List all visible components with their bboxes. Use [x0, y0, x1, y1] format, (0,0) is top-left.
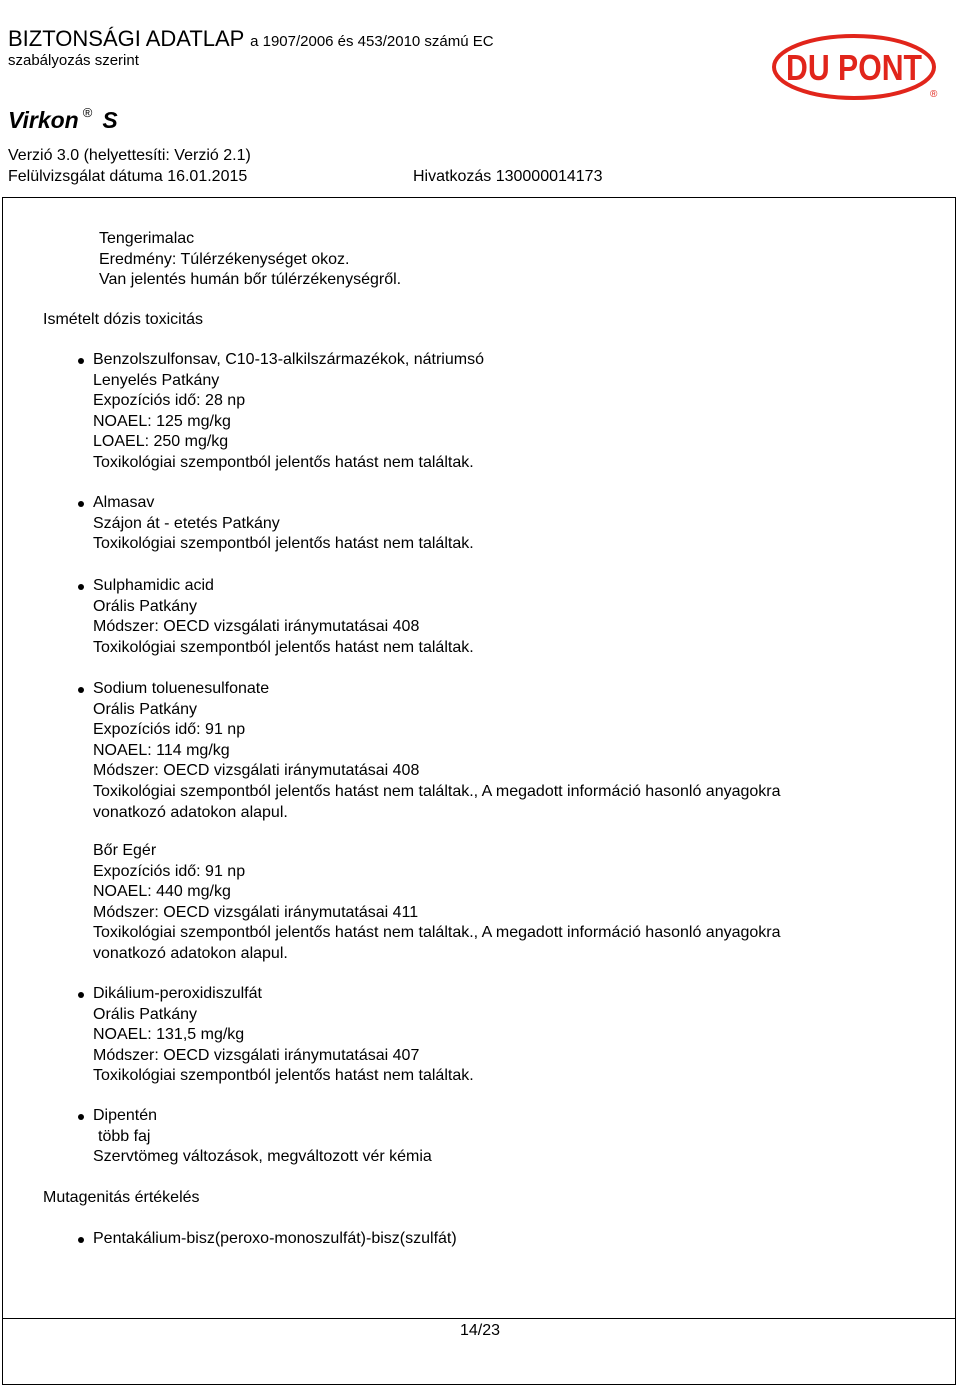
substance-name: Dikálium-peroxidiszulfát — [93, 985, 262, 1002]
result-line: Toxikológiai szempontból jelentős hatást nem találtak. — [93, 535, 474, 553]
product-name-text: Virkon — [8, 107, 79, 133]
logo-word: DU PONT — [786, 47, 923, 88]
result-line: Orális Patkány — [93, 1005, 198, 1023]
section-heading-mutagenicity: Mutagenitás értékelés — [43, 1189, 200, 1206]
bullet-icon — [78, 584, 84, 590]
result-line: Toxikológiai szempontból jelentős hatást nem találtak. — [93, 1067, 474, 1085]
reference-number: Hivatkozás 130000014173 — [413, 168, 603, 185]
document-header — [0, 0, 960, 197]
title-regulation: a 1907/2006 és 453/2010 számú EC — [250, 33, 494, 50]
result-line: Expozíciós idő: 28 np — [93, 392, 246, 410]
result-line: Orális Patkány — [93, 700, 198, 718]
result-line: Toxikológiai szempontból jelentős hatást nem találtak., A megadott információ hasonló anyagokra — [93, 783, 781, 800]
result-line: Módszer: OECD vizsgálati iránymutatásai 408 — [93, 618, 420, 636]
registered-mark: ® — [82, 105, 93, 120]
substance-name: Dipentén — [93, 1107, 158, 1124]
result-line: Expozíciós idő: 91 np — [93, 721, 246, 739]
title-main: BIZTONSÁGI ADATLAP — [8, 26, 244, 51]
product-name — [8, 107, 118, 134]
substance-name: Almasav — [93, 494, 155, 511]
sds-title — [8, 26, 494, 52]
result-line: Módszer: OECD vizsgálati iránymutatásai 408 — [93, 762, 420, 780]
result-line: Szájon át - etetés Patkány — [93, 514, 280, 532]
result-line: NOAEL: 114 mg/kg — [93, 741, 230, 759]
result-line: LOAEL: 250 mg/kg — [93, 433, 229, 451]
skin-human-note: Van jelentés humán bőr túlérzékenységről. — [99, 271, 402, 289]
bullet-icon — [78, 992, 84, 998]
bullet-icon — [78, 1237, 84, 1243]
footer-divider — [2, 1318, 956, 1319]
review-date: Felülvizsgálat dátuma 16.01.2015 — [8, 168, 248, 185]
result-line: Expozíciós idő: 91 np — [93, 862, 246, 880]
result-line: NOAEL: 131,5 mg/kg — [93, 1026, 245, 1044]
result-line: vonatkozó adatokon alapul. — [93, 803, 288, 821]
substance-name: Sodium toluenesulfonate — [93, 680, 270, 697]
result-line: NOAEL: 125 mg/kg — [93, 412, 231, 430]
bullet-icon — [78, 1114, 84, 1120]
bullet-icon — [78, 358, 84, 364]
skin-test-result: Eredmény: Túlérzékenységet okoz. — [99, 250, 350, 268]
bullet-icon — [78, 501, 84, 507]
version-line: Verzió 3.0 (helyettesíti: Verzió 2.1) — [8, 147, 251, 164]
substance-name: Sulphamidic acid — [93, 577, 214, 594]
result-line: Orális Patkány — [93, 597, 198, 615]
skin-test-species: Tengerimalac — [99, 230, 195, 247]
title-subline: szabályozás szerint — [8, 52, 139, 69]
dupont-logo — [772, 33, 940, 101]
result-line: Módszer: OECD vizsgálati iránymutatásai 407 — [93, 1046, 420, 1064]
bullet-icon — [78, 687, 84, 693]
result-line: Lenyelés Patkány — [93, 371, 220, 389]
logo-registered-mark: ® — [930, 89, 938, 100]
result-line: Toxikológiai szempontból jelentős hatást nem találtak., A megadott információ hasonló anyagokra — [93, 924, 781, 942]
section-heading-repeated-dose: Ismételt dózis toxicitás — [43, 311, 204, 328]
result-line: Módszer: OECD vizsgálati iránymutatásai 411 — [93, 903, 419, 921]
substance-name: Pentakálium-bisz(peroxo-monoszulfát)-bisz(szulfát) — [93, 1230, 457, 1247]
result-line: több faj — [98, 1127, 151, 1145]
result-line: NOAEL: 440 mg/kg — [93, 883, 231, 901]
result-line: vonatkozó adatokon alapul. — [93, 945, 288, 962]
result-line: Toxikológiai szempontból jelentős hatást nem találtak. — [93, 638, 474, 656]
product-suffix: S — [102, 107, 118, 133]
result-line: Toxikológiai szempontból jelentős hatást nem találtak. — [93, 454, 474, 471]
result-line: Szervtömeg változások, megváltozott vér kémia — [93, 1148, 432, 1166]
page-number: 14/23 — [459, 1322, 501, 1339]
result-line: Bőr Egér — [93, 842, 157, 859]
substance-name: Benzolszulfonsav, C10-13-alkilszármazékok, nátriumsó — [93, 351, 484, 368]
